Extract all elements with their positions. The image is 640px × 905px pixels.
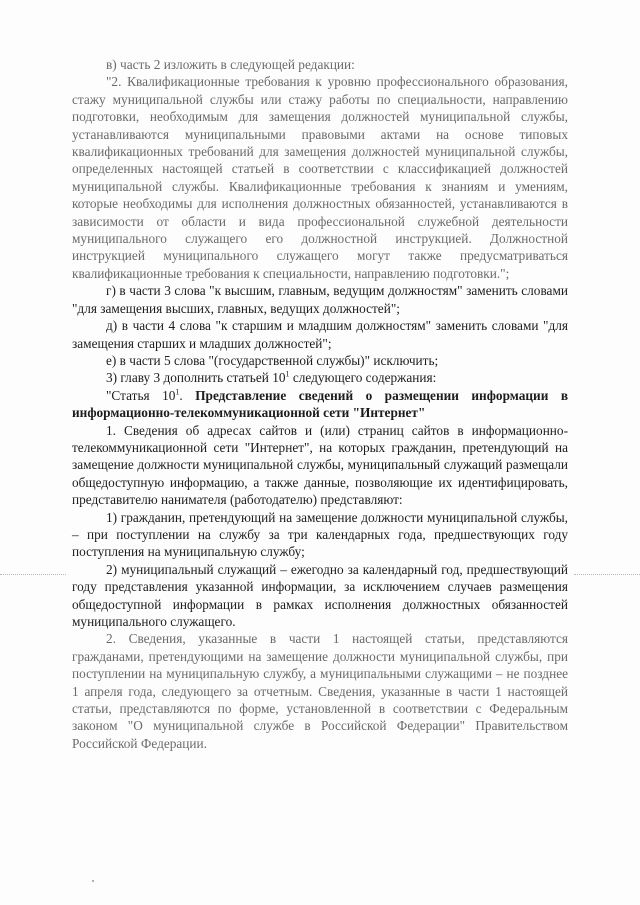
paragraph-clause-1-2: 2) муниципальный служащий – ежегодно за календарный год, предшествующий году представления указанной информации, за исключением случаев размещения общедоступной информации в рамках исполнения должностных обязанностей муниципального служащего. [72, 561, 568, 629]
paragraph-part-2-text: "2. Квалификационные требования к уровню профессионального образования, стажу муниципальной службы или стажу работы по специальности, направлению подготовки, необходимым для замещения должностей муниципальной службы, устанавливаются муниципальными правовыми актами на основе типовых квалификационных требований для замещения должностей муниципальной службы, определенных настоящей статьей в соответствии с классификацией должностей муниципальной службы. Квалификационные требования к знаниям и умениям, которые необходимы для исполнения должностных обязанностей, устанавливаются в зависимости от области и вида профессиональной служебной деятельности муниципального служащего его должностной инструкцией. Должностной инструкцией муниципального служащего могут также предусматриваться квалификационные требования к специальности, направлению подготовки."; [72, 74, 568, 281]
paragraph-clause-1: 1. Сведения об адресах сайтов и (или) страниц сайтов в информационно-телекоммуникационной сети "Интернет", на которых гражданин, претендующий на замещение должности муниципальной службы, муниципальный служащий размещали общедоступную информацию, а также данные, позволяющие их идентифицировать, представителю нанимателя (работодателю) представляют: [72, 422, 568, 508]
paragraph-item-3-tail: следующего содержания: [289, 370, 437, 386]
superscript: 1 [285, 369, 290, 379]
scan-speck [92, 880, 94, 882]
paragraph-item-v: в) часть 2 изложить в следующей редакции: [106, 57, 355, 72]
article-number-dot: . [179, 387, 196, 403]
document-body [72, 56, 568, 752]
scan-artifact-right [574, 574, 640, 577]
paragraph-item-g: г) в части 3 слова "к высшим, главным, ведущим должностям" заменить словами "для замещения высших, главных, ведущих должностей"; [72, 283, 568, 316]
paragraph-clause-1-1: 1) гражданин, претендующий на замещение должности муниципальной службы, – при поступлении на службу за три календарных года, предшествующих году поступления на муниципальную службу; [72, 509, 568, 560]
paragraph-item-d: д) в части 4 слова "к старшим и младшим должностям" заменить словами "для замещения старших и младших должностей"; [72, 318, 568, 351]
paragraph-item-3-text: 3) главу 3 дополнить статьей 10 [106, 370, 286, 386]
paragraph-item-3 [72, 369, 568, 386]
paragraph-item-e: е) в части 5 слова "(государственной службы)" исключить; [106, 352, 439, 368]
article-number: "Статья 10 [106, 387, 176, 403]
article-heading [72, 387, 568, 422]
article-title: Представление сведений о размещении информации в информационно-телекоммуникационной сети "Интернет" [72, 387, 569, 421]
superscript: 1 [175, 387, 180, 397]
paragraph-clause-2: 2. Сведения, указанные в части 1 настоящей статьи, представляются гражданами, претендующими на замещение должности муниципальной службы, при поступлении на муниципальную службу, а муниципальными служащими – не позднее 1 апреля года, следующего за отчетным. Сведения, указанные в части 1 настоящей статьи, представляются по форме, установленной в соответствии с Федеральным законом "О муниципальной службе в Российской Федерации" Правительством Российской Федерации. [72, 631, 568, 751]
scan-artifact-left [0, 574, 66, 577]
